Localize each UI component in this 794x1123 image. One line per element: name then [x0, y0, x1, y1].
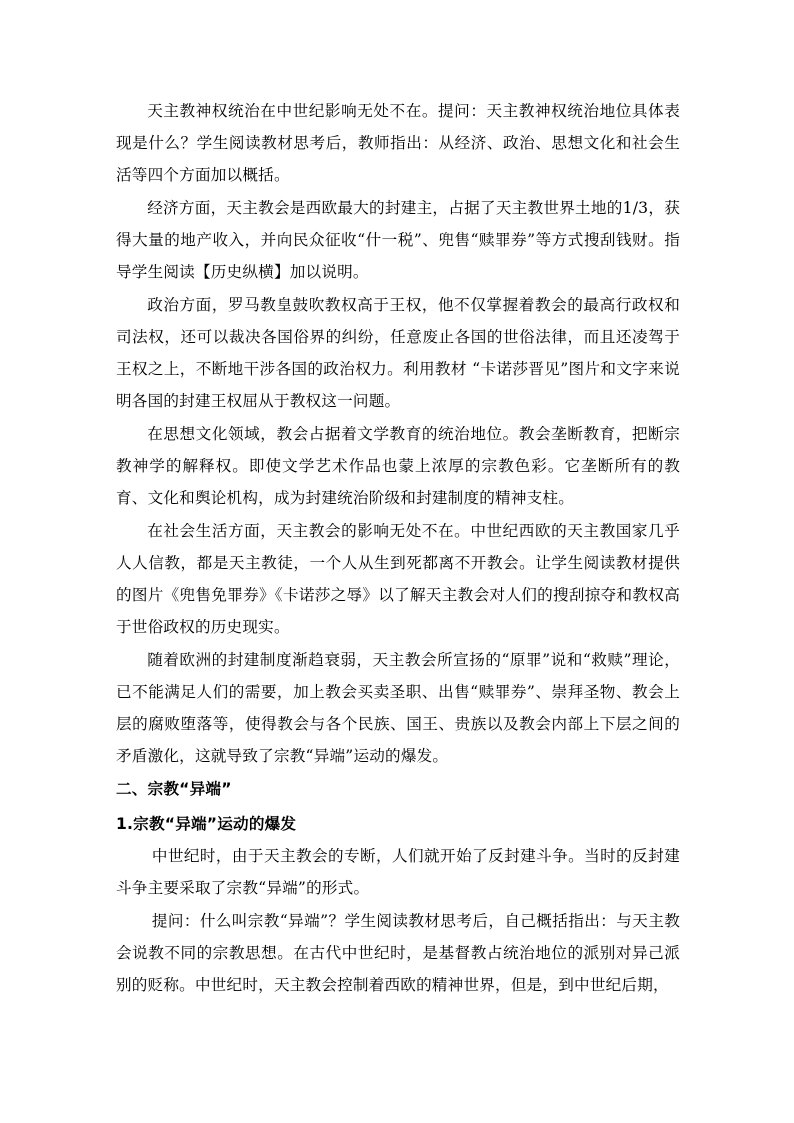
- paragraph-social-life: 在社会生活方面，天主教会的影响无处不在。中世纪西欧的天主教国家几乎人人信教，都是天主教徒，一个人从生到死都离不开教会。让学生阅读教材提供的图片《兜售免罪券》《卡诺莎之辱》以了解天主教会对人们的搜刮掠夺和教权高于世俗政权的历史现实。: [116, 522, 680, 636]
- paragraph-heresy-definition: 提问：什么叫宗教“异端”？学生阅读教材思考后，自己概括指出：与天主教会说教不同的宗教思想。在古代中世纪时，是基督教占统治地位的派别对异己派别的贬称。中世纪时，天主教会控制着西欧的精神世界，但是，到中世纪后期，: [116, 912, 680, 994]
- paragraph-intro: 天主教神权统治在中世纪影响无处不在。提问：天主教神权统治地位具体表现是什么？学生阅读教材思考后，教师指出：从经济、政治、思想文化和社会生活等四个方面加以概括。: [116, 102, 680, 184]
- paragraph-politics: 政治方面，罗马教皇鼓吹教权高于王权，他不仅掌握着教会的最高行政权和司法权，还可以裁决各国俗界的纠纷，任意废止各国的世俗法律，而且还凌驾于王权之上，不断地干涉各国的政治权力。利用教材 “卡诺莎晋见”图片和文字来说明各国的封建王权屈从于教权这一问题。: [116, 296, 680, 410]
- paragraph-economy: 经济方面，天主教会是西欧最大的封建主，占据了天主教世界土地的1/3，获得大量的地产收入，并向民众征收“什一税”、兜售“赎罪券”等方式搜刮钱财。指导学生阅读【历史纵横】加以说明。: [116, 199, 680, 281]
- paragraph-decline: 随着欧洲的封建制度渐趋衰弱，天主教会所宣扬的“原罪”说和“救赎”理论，已不能满足人们的需要，加上教会买卖圣职、出售“赎罪券”、崇拜圣物、教会上层的腐败堕落等，使得教会与各个民族、国王、贵族以及教会内部上下层之间的矛盾激化，这就导致了宗教“异端”运动的爆发。: [116, 651, 680, 765]
- document-page: [116, 95, 680, 1002]
- paragraph-heresy-origin: 中世纪时，由于天主教会的专断，人们就开始了反封建斗争。当时的反封建斗争主要采取了宗教“异端”的形式。: [116, 847, 680, 897]
- paragraph-culture: 在思想文化领域，教会占据着文学教育的统治地位。教会垄断教育，把断宗教神学的解释权。即使文学艺术作品也蒙上浓厚的宗教色彩。它垄断所有的教育、文化和舆论机构，成为封建统治阶级和封建制度的精神支柱。: [116, 425, 680, 507]
- section-heading: 二、宗教“异端”: [116, 780, 232, 798]
- sub-heading: 1.宗教“异端”运动的爆发: [116, 815, 297, 833]
